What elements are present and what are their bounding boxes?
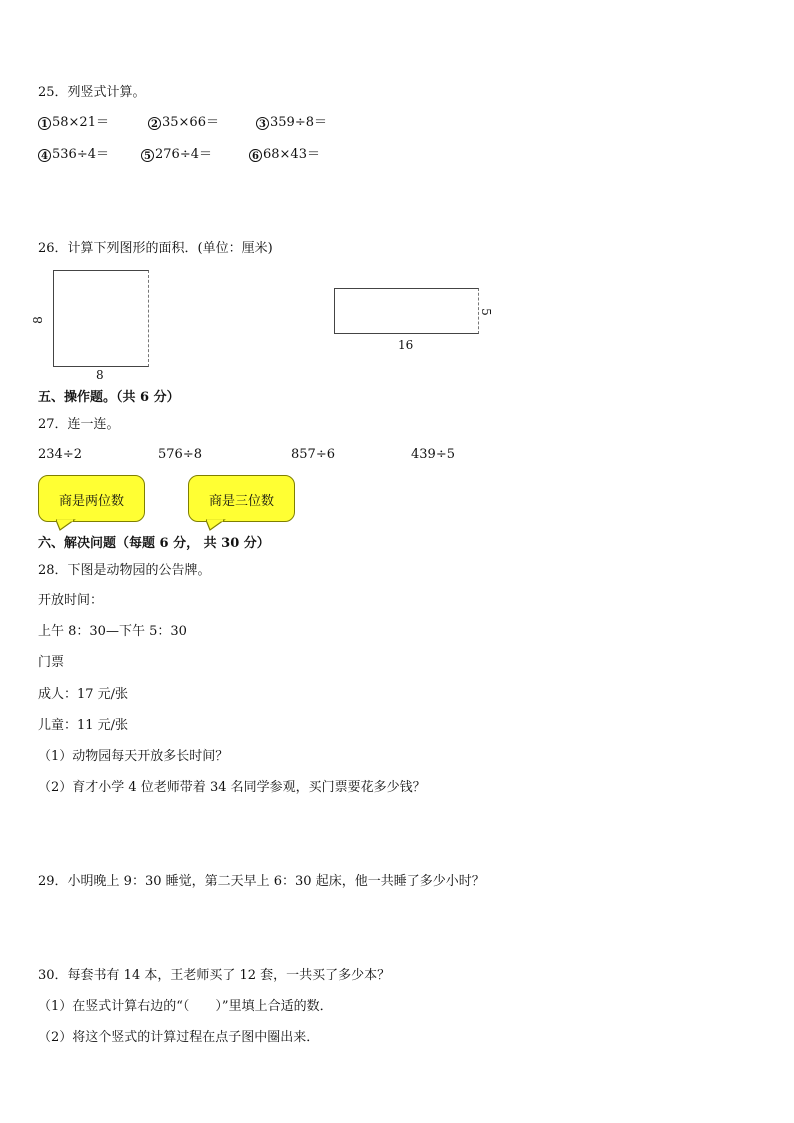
q28-line: 儿童：11 元/张 <box>38 718 129 733</box>
bubble-label: 商是三位数 <box>208 494 274 509</box>
square-bottom-label: 8 <box>96 368 104 382</box>
q25-item-5 <box>141 147 212 163</box>
circled-number: 1 <box>38 117 51 130</box>
circled-number: 3 <box>256 117 269 130</box>
q28-line: 上午 8：30—下午 5：30 <box>38 624 187 639</box>
bubble-label: 商是两位数 <box>58 494 124 509</box>
rectangle-bottom-label: 16 <box>398 338 414 352</box>
q25-title: 25．列竖式计算。 <box>38 85 146 100</box>
q30-sub-1: （1）在竖式计算右边的“（ ）”里填上合适的数． <box>38 999 333 1014</box>
q25-item-6 <box>249 147 320 163</box>
q25-item-1 <box>38 115 109 131</box>
q25-expr: 58×21＝ <box>52 115 109 130</box>
square-figure <box>53 270 149 367</box>
q26-title: 26．计算下列图形的面积．(单位：厘米) <box>38 241 273 256</box>
bubble-two-digit-quotient[interactable] <box>38 475 145 522</box>
q28-sub-2: （2）育才小学 4 位老师带着 34 名同学参观，买门票要花多少钱？ <box>38 780 426 795</box>
q30-sub-2: （2）将这个竖式的计算过程在点子图中圈出来． <box>38 1030 320 1045</box>
q28-sub-1: （1）动物园每天开放多长时间？ <box>38 749 229 764</box>
q25-item-2 <box>148 115 219 131</box>
square-side-label: 8 <box>30 316 45 324</box>
q30-title: 30．每套书有 14 本，王老师买了 12 套，一共买了多少本？ <box>38 968 391 983</box>
circled-number: 2 <box>148 117 161 130</box>
q27-expr-2: 576÷8 <box>158 447 202 462</box>
q25-expr: 359÷8＝ <box>270 115 327 130</box>
q27-expr-4: 439÷5 <box>411 447 455 462</box>
circled-number: 4 <box>38 149 51 162</box>
q28-line: 成人：17 元/张 <box>38 687 129 702</box>
bubble-tail-icon <box>56 519 78 531</box>
q25-expr: 68×43＝ <box>263 147 320 162</box>
bubble-tail-icon <box>206 519 228 531</box>
q27-title: 27．连一连。 <box>38 417 120 432</box>
rectangle-side-label: 5 <box>478 308 493 316</box>
q28-line: 开放时间： <box>38 593 104 608</box>
q27-expr-3: 857÷6 <box>291 447 335 462</box>
circled-number: 5 <box>141 149 154 162</box>
bubble-three-digit-quotient[interactable] <box>188 475 295 522</box>
q25-item-3 <box>256 115 327 131</box>
q25-expr: 35×66＝ <box>162 115 219 130</box>
q25-expr: 536÷4＝ <box>52 147 109 162</box>
section-6-title: 六、解决问题（每题 6 分， 共 30 分） <box>38 536 270 551</box>
q28-line: 门票 <box>38 655 65 670</box>
q28-title: 28．下图是动物园的公告牌。 <box>38 563 211 578</box>
section-5-title: 五、操作题。（共 6 分） <box>38 390 180 405</box>
q25-item-4 <box>38 147 109 163</box>
q25-expr: 276÷4＝ <box>155 147 212 162</box>
q29-title: 29．小明晚上 9：30 睡觉，第二天早上 6：30 起床，他一共睡了多少小时？ <box>38 874 485 889</box>
rectangle-figure <box>334 288 479 334</box>
q27-expr-1: 234÷2 <box>38 447 82 462</box>
circled-number: 6 <box>249 149 262 162</box>
